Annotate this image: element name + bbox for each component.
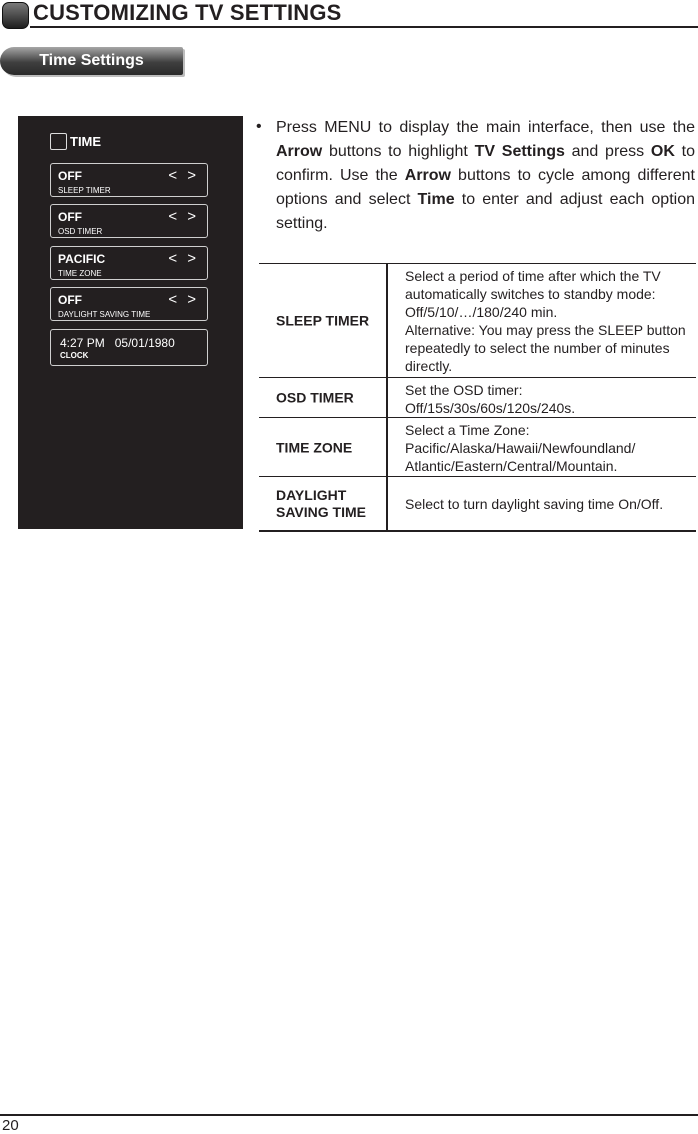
tv-menu-item-value: OFF xyxy=(58,169,82,183)
table-row xyxy=(259,417,696,477)
setting-description: Set the OSD timer: xyxy=(405,382,523,398)
tv-menu-item-value: PACIFIC xyxy=(58,252,106,266)
setting-description: Select a Time Zone: xyxy=(405,422,530,438)
header-divider xyxy=(30,26,698,28)
table-key-cell xyxy=(259,477,388,530)
tv-clock-readout xyxy=(60,336,175,350)
left-right-arrows-icon: < > xyxy=(168,167,199,184)
text-run: Press MENU to display the main interface, then use the xyxy=(276,119,695,136)
tv-menu-item-clock xyxy=(50,329,208,366)
page-header xyxy=(0,0,698,30)
bold-term: Arrow xyxy=(276,143,323,160)
tv-menu-item-label: SLEEP TIMER xyxy=(58,186,111,195)
table-desc-cell xyxy=(405,267,694,375)
table-row xyxy=(259,263,696,378)
clock-time: 4:27 PM xyxy=(60,336,105,350)
setting-name: OSD TIMER xyxy=(276,389,354,406)
tv-menu-item-time-zone xyxy=(50,246,208,280)
bold-term: OK xyxy=(650,143,675,160)
tv-menu-item-label: TIME ZONE xyxy=(58,269,102,278)
menu-checkbox-icon xyxy=(50,133,67,150)
clock-date: 05/01/1980 xyxy=(114,336,175,350)
left-right-arrows-icon: < > xyxy=(168,208,199,225)
table-desc-cell xyxy=(405,381,694,417)
tv-menu-item-label: DAYLIGHT SAVING TIME xyxy=(58,310,151,319)
text-run: buttons to highlight xyxy=(322,143,475,160)
table-key-cell xyxy=(259,264,388,378)
text-run: and press xyxy=(564,143,651,160)
tv-menu-title: TIME xyxy=(70,134,102,149)
tv-menu-item-osd-timer xyxy=(50,204,208,238)
setting-name: SLEEP TIMER xyxy=(276,312,370,329)
table-key-cell xyxy=(259,378,388,418)
setting-description-options: Off/15s/30s/60s/120s/240s. xyxy=(405,400,576,416)
tv-menu-item-label: CLOCK xyxy=(60,351,89,360)
bullet-icon: • xyxy=(256,118,262,135)
left-right-arrows-icon: < > xyxy=(168,250,199,267)
section-label: Time Settings xyxy=(39,52,144,69)
setting-description-options: Pacific/Alaska/Hawaii/Newfoundland/ Atlantic/Eastern/Central/Mountain. xyxy=(405,440,636,474)
text-run: to enter and adjust each option setting. xyxy=(276,191,696,232)
tv-menu-item-daylight-saving xyxy=(50,287,208,321)
bold-term: Time xyxy=(417,191,455,208)
table-desc-cell xyxy=(405,495,694,513)
table-row xyxy=(259,476,696,532)
setting-name: TIME ZONE xyxy=(276,439,353,455)
tv-menu-screenshot xyxy=(18,116,243,529)
footer-divider xyxy=(0,1114,698,1116)
text-run: buttons to cycle among different options and select xyxy=(276,167,695,208)
tv-menu-item-sleep-timer xyxy=(50,163,208,197)
text-run: to confirm. Use the xyxy=(276,143,695,184)
instruction-paragraph xyxy=(276,116,695,236)
tv-menu-item-label: OSD TIMER xyxy=(58,227,103,236)
table-row xyxy=(259,377,696,418)
header-badge-icon xyxy=(2,2,29,29)
tv-menu-item-value: OFF xyxy=(58,293,82,307)
table-key-cell xyxy=(259,418,388,477)
section-label-pill xyxy=(0,47,183,75)
page-title: CUSTOMIZING TV SETTINGS xyxy=(33,0,342,25)
bold-term: Arrow xyxy=(404,167,451,184)
bold-term: TV Settings xyxy=(474,143,565,160)
setting-name: DAYLIGHT SAVING TIME xyxy=(276,486,366,520)
table-desc-cell xyxy=(405,421,694,475)
setting-description: Select to turn daylight saving time On/Off. xyxy=(405,495,664,512)
setting-description-alt: Alternative: You may press the SLEEP button repeatedly to select the number of minutes directly. xyxy=(405,322,686,374)
page-number: 20 xyxy=(2,1117,19,1134)
left-right-arrows-icon: < > xyxy=(168,291,199,308)
setting-description: Select a period of time after which the TV automatically switches to standby mode: Off/5/10/…/180/240 min. xyxy=(405,268,661,320)
tv-menu-item-value: OFF xyxy=(58,210,82,224)
